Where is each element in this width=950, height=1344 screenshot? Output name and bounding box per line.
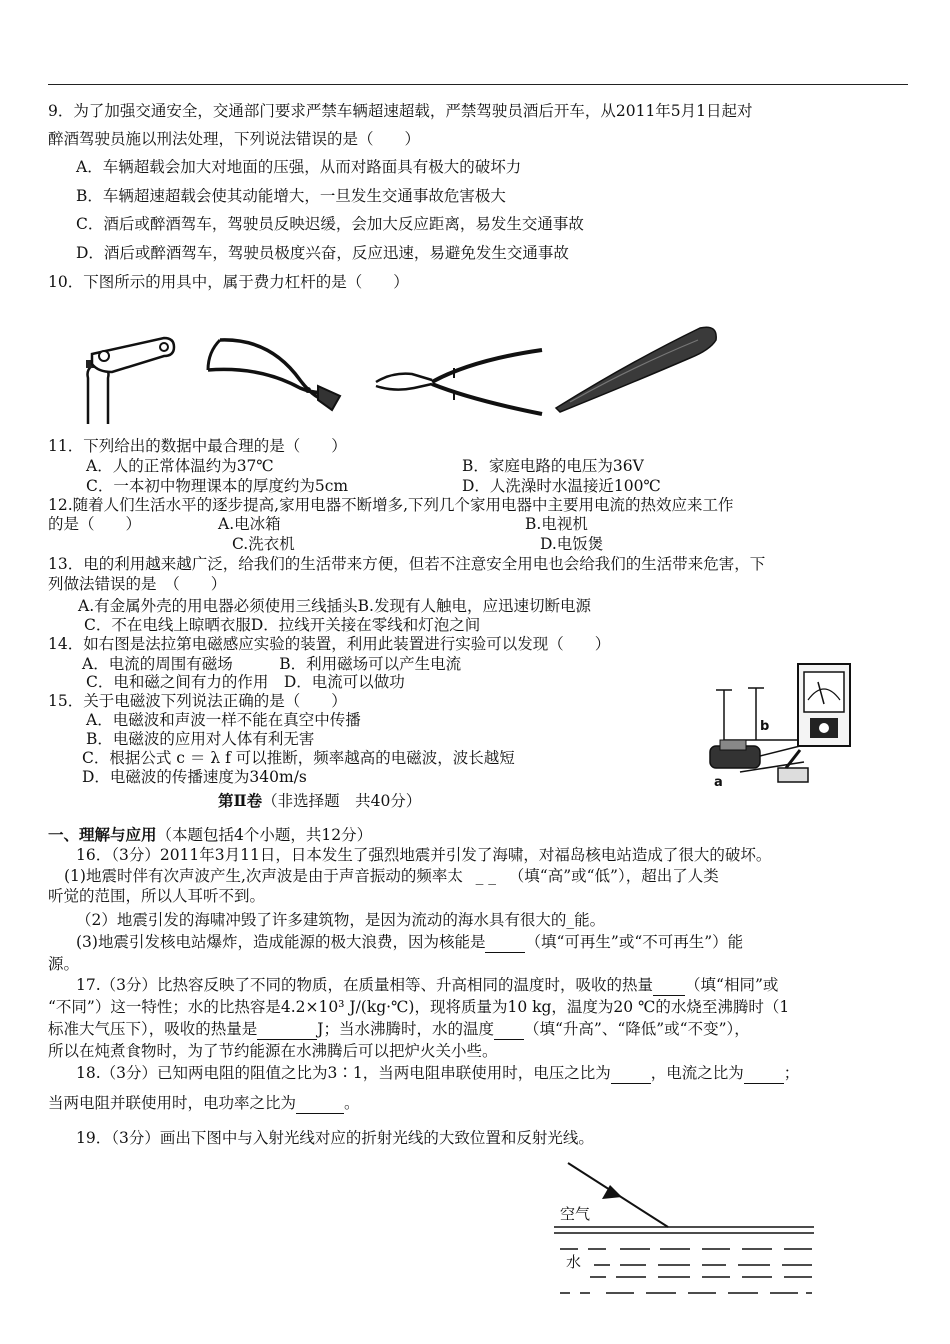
- q16-part1-line1: [64, 866, 719, 886]
- q17-blank3: [494, 1019, 524, 1040]
- q16-part3-blank: [485, 932, 525, 953]
- q16-part1-tail: （填“高”或“低”），超出了人类: [508, 867, 719, 885]
- q17-line3-text: 标准大气压下），吸收的热量是: [48, 1020, 258, 1038]
- q16-part2: （2）地震引发的海啸冲毁了许多建筑物，是因为流动的海水具有很大的_能。: [76, 911, 606, 929]
- q12-option-a: A.电冰箱: [218, 515, 281, 533]
- water-surface-dashes: [560, 1249, 812, 1293]
- q13-stem-line1: 13．电的利用越来越广泛，给我们的生活带来方便，但若不注意安全用电也会给我们的生活带来危害，下: [48, 555, 766, 573]
- q16-part1-text: (1)地震时伴有次声波产生,次声波是由于声音振动的频率太: [64, 867, 463, 885]
- q12-option-b: B.电视机: [525, 515, 588, 533]
- q10-stem: 10．下图所示的用具中，属于费力杠杆的是（ ）: [48, 273, 409, 291]
- faraday-apparatus-figure: [700, 660, 880, 790]
- q11-option-b: B．家庭电路的电压为36V: [462, 457, 644, 475]
- q16-stem: 16．（3分）2011年3月11日，日本发生了强烈地震并引发了海啸，对福岛核电站造成了很大的破坏。: [76, 846, 772, 864]
- q12-stem-line2: 的是（ ）: [48, 515, 142, 533]
- part2-title: 第Ⅱ卷: [218, 791, 263, 810]
- q12-stem-line1: 12.随着人们生活水平的逐步提高,家用电器不断增多,下列几个家用电器中主要用电流的热效应来工作: [48, 496, 734, 514]
- q18-line2: [48, 1093, 360, 1114]
- q16-part1-blank: _ _: [475, 867, 497, 885]
- q17-line3-mid: J；当水沸腾时，水的温度: [317, 1020, 494, 1038]
- q14-stem: 14．如右图是法拉第电磁感应实验的装置，利用此装置进行实验可以发现（ ）: [48, 635, 611, 653]
- figure-label-a: a: [714, 775, 723, 790]
- q19-stem: 19．（3分）画出下图中与入射光线对应的折射光线的大致位置和反射光线。: [76, 1129, 594, 1147]
- q17-line1-text: 17.（3分）比热容反映了不同的物质，在质量相等、升高相同的温度时，吸收的热量: [76, 976, 654, 994]
- q12-option-c: C.洗衣机: [232, 535, 295, 553]
- figure-label-b: b: [760, 719, 770, 734]
- q13-options-ab: A.有金属外壳的用电器必须使用三线插头B.发现有人触电，应迅速切断电源: [78, 597, 591, 615]
- q18-line2-text: 当两电阻并联使用时，电功率之比为: [48, 1094, 297, 1112]
- q17-line1-tail: （填“相同”或: [685, 976, 779, 994]
- header-rule: [48, 84, 908, 85]
- part2-subtitle: （非选择题 共40分）: [262, 792, 422, 810]
- shears-figure: [372, 340, 547, 420]
- q9-option-b: B．车辆超速超载会使其动能增大，一旦发生交通事故危害极大: [76, 187, 506, 205]
- q16-part3-text: (3)地震引发核电站爆炸，造成能源的极大浪费，因为核能是: [76, 933, 486, 951]
- q15-option-c: C．根据公式 c ＝ λ f 可以推断，频率越高的电磁波，波长越短: [82, 749, 515, 767]
- q9-option-a: A．车辆超载会加大对地面的压强，从而对路面具有极大的破坏力: [76, 158, 522, 176]
- q18-line2-tail: 。: [344, 1094, 360, 1112]
- q17-line4: 所以在炖煮食物时，为了节约能源在水沸腾后可以把炉火关小些。: [48, 1042, 498, 1060]
- q11-option-d: D．人洗澡时水温接近100℃: [462, 477, 661, 495]
- q9-option-d: D．酒后或醉酒驾车，驾驶员极度兴奋，反应迅速，易避免发生交通事故: [76, 244, 569, 262]
- q11-option-a: A．人的正常体温约为37℃: [86, 457, 274, 475]
- q16-part3-line2: 源。: [48, 955, 80, 973]
- q15-option-b: B．电磁波的应用对人体有利无害: [86, 730, 315, 748]
- q18-line1-tail: ；: [783, 1064, 800, 1082]
- part2-heading: [218, 791, 421, 811]
- q17-line3-tail: （填“升高”、“降低”或“不变”），: [523, 1020, 750, 1038]
- q17-blank2: [257, 1019, 317, 1040]
- q17-line3: [48, 1019, 750, 1040]
- q18-blank1: [611, 1063, 651, 1084]
- q18-blank2: [744, 1063, 784, 1084]
- q17-line2: “不同”）这一特性；水的比热容是4.2×10³ J/(kg·℃)，现将质量为10 kg，温度为20 ℃的水烧至沸腾时（1: [48, 998, 790, 1016]
- air-label: 空气: [560, 1205, 591, 1223]
- pliers-figure: [200, 330, 350, 415]
- q16-part1-line2: 听觉的范围，所以人耳听不到。: [48, 887, 266, 905]
- q17-blank1: [653, 975, 685, 996]
- q11-option-c: C．一本初中物理课本的厚度约为5cm: [86, 477, 349, 495]
- q18-line1: [76, 1063, 799, 1084]
- q18-line1-mid: ，电流之比为: [650, 1064, 744, 1082]
- q14-options-ab: A．电流的周围有磁场 B．利用磁场可以产生电流: [82, 655, 462, 673]
- q16-part3-tail: （填“可再生”或“不可再生”）能: [525, 933, 744, 951]
- q13-stem-line2: 列做法错误的是 （ ）: [48, 575, 227, 593]
- q18-line1-text: 18.（3分）已知两电阻的阻值之比为3∶1，当两电阻串联使用时，电压之比为: [76, 1064, 611, 1082]
- q18-blank3: [296, 1093, 344, 1114]
- section1-note: （本题包括4个小题，共12分）: [156, 826, 373, 844]
- section1-heading: [48, 825, 372, 845]
- q15-option-d: D．电磁波的传播速度为340m/s: [82, 768, 307, 786]
- q9-option-c: C．酒后或醉酒驾车，驾驶员反映迟缓，会加大反应距离，易发生交通事故: [76, 215, 584, 233]
- q9-stem-line2: 醉酒驾驶员施以刑法处理，下列说法错误的是（ ）: [48, 130, 421, 148]
- water-label: 水: [566, 1253, 582, 1271]
- q16-part3-line1: [76, 932, 743, 953]
- q11-stem: 11．下列给出的数据中最合理的是（ ）: [48, 437, 347, 455]
- q14-options-cd: C．电和磁之间有力的作用 D．电流可以做功: [86, 673, 405, 691]
- refraction-figure: [550, 1155, 820, 1305]
- q12-option-d: D.电饭煲: [540, 535, 604, 553]
- q9-stem-line1: 9．为了加强交通安全，交通部门要求严禁车辆超速超载，严禁驾驶员酒后开车，从2011年5月1日起对: [48, 102, 753, 120]
- q15-option-a: A．电磁波和声波一样不能在真空中传播: [86, 711, 361, 729]
- q13-options-cd: C．不在电线上晾晒衣服D．拉线开关接在零线和灯泡之间: [84, 616, 481, 634]
- tweezers-figure: [550, 322, 720, 414]
- bottle-opener-figure: [70, 320, 180, 425]
- section1-title: 一、理解与应用: [48, 825, 157, 844]
- q17-line1: [76, 975, 778, 996]
- q15-stem: 15．关于电磁波下列说法正确的是（ ）: [48, 692, 347, 710]
